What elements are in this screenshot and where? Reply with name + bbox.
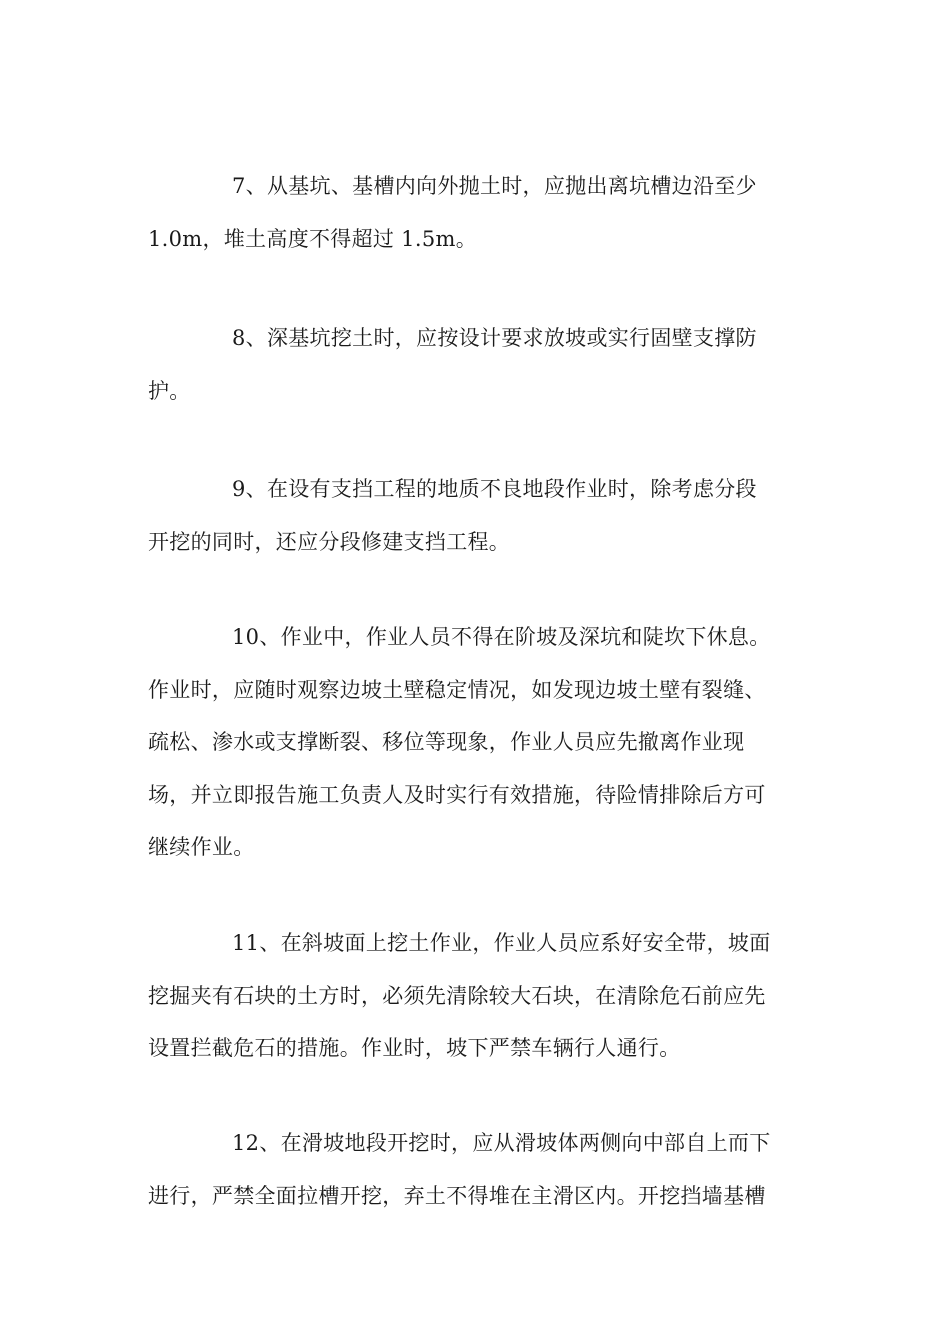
paragraph-line: 8、深基坑挖土时，应按设计要求放坡或实行固壁支撑防 — [232, 326, 757, 350]
paragraph-12 — [148, 1117, 802, 1222]
paragraph-line: 12、在滑坡地段开挖时，应从滑坡体两侧向中部自上而下 — [232, 1131, 771, 1155]
paragraph-line: 场，并立即报告施工负责人及时实行有效措施，待险情排除后方可 — [148, 782, 766, 807]
paragraph-line: 7、从基坑、基槽内向外抛土时，应抛出离坑槽边沿至少 — [232, 174, 757, 198]
paragraph-line: 11、在斜坡面上挖土作业，作业人员应系好安全带，坡面 — [232, 931, 771, 955]
paragraph-line: 疏松、渗水或支撑断裂、移位等现象，作业人员应先撤离作业现 — [148, 730, 745, 754]
paragraph-line: 护。 — [148, 378, 191, 403]
paragraph-line: 设置拦截危石的措施。作业时，坡下严禁车辆行人通行。 — [148, 1036, 681, 1060]
paragraph-line: 开挖的同时，还应分段修建支挡工程。 — [148, 529, 511, 554]
paragraph-line: 进行，严禁全面拉槽开挖，弃土不得堆在主滑区内。开挖挡墙基槽 — [148, 1183, 766, 1208]
paragraph-9 — [148, 463, 802, 568]
paragraph-line: 1.0m，堆土高度不得超过 1.5m。 — [148, 226, 477, 251]
paragraph-7 — [148, 160, 802, 265]
paragraph-line: 挖掘夹有石块的土方时，必须先清除较大石块，在清除危石前应先 — [148, 983, 766, 1008]
paragraph-line: 10、作业中，作业人员不得在阶坡及深坑和陡坎下休息。 — [232, 625, 771, 649]
paragraph-line: 继续作业。 — [148, 835, 255, 859]
paragraph-10 — [148, 611, 802, 874]
paragraph-11 — [148, 917, 802, 1075]
paragraph-line: 作业时，应随时观察边坡土壁稳定情况，如发现边坡土壁有裂缝、 — [148, 677, 766, 702]
paragraph-line: 9、在设有支挡工程的地质不良地段作业时，除考虑分段 — [232, 477, 757, 501]
paragraph-8 — [148, 312, 802, 417]
